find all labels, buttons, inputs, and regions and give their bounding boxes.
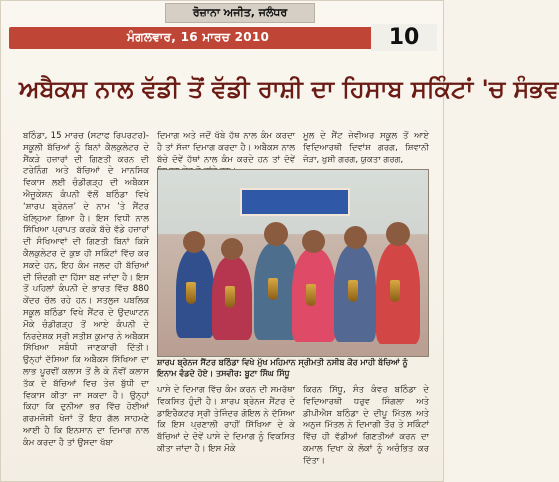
child-head — [302, 230, 325, 253]
date-banner — [9, 27, 437, 49]
trophy-icon — [186, 282, 196, 304]
trophy-icon — [225, 286, 235, 308]
child-head — [183, 231, 205, 253]
photo-banner — [240, 188, 350, 216]
bottom-middle-text: ਪਾਸੇ ਦੇ ਦਿਮਾਗ ਵਿੱਚ ਕੰਮ ਕਰਨ ਦੀ ਸਮਰੱਥਾ ਵਿਕਸਿਤ ਹੁੰਦੀ ਹੈ। ਸ਼ਾਰਪ ਬ੍ਰੇਨਜ ਸੈਂਟਰ ਦੇ ਡਾਇਰੈਕਟਰ ਸ੍ਰੀ ਤੇਜਿੰਦਰ ਗੋਇਲ ਨੇ ਦੱਸਿਆ ਕਿ ਇਸ ਪ੍ਰਣਾਲੀ ਰਾਹੀਂ ਸਿੱਖਿਆ ਦੇ ਕੇ ਬੱਚਿਆਂ ਦੇ ਦੋਵੇਂ ਪਾਸੇ ਦੇ ਦਿਮਾਗ ਨੂੰ ਵਿਕਸਿਤ ਕੀਤਾ ਜਾਂਦਾ ਹੈ। ਇਸ ਮੌਕੇ — [157, 385, 295, 454]
left-column-text: ਬਠਿੰਡਾ, 15 ਮਾਰਚ (ਸਟਾਫ ਰਿਪਰਟਰ)- ਸਕੂਲੀ ਬੱਚਿਆਂ ਨੂੰ ਬਿਨਾਂ ਕੈਲਕੁਲੇਟਰ ਦੇ ਸੈਂਕੜੇ ਹਜ਼ਾਰਾਂ ਦੀ ਗਿਣਤੀ ਕਰਨ ਦੀ ਟਰੇਨਿੰਗ ਅਤੇ ਬੱਚਿਆਂ ਦੇ ਮਾਨਸਿਕ ਵਿਕਾਸ ਲਈ ਚੰਡੀਗੜ੍ਹ ਦੀ ਅਬੈਕਸ ਐਜੂਕੇਸ਼ਨ ਕੰਪਨੀ ਵੱਲੋਂ ਬਠਿੰਡਾ ਵਿਖੇ ‘ਸ਼ਾਰਪ ਬ੍ਰੇਨਜ਼’ ਦੇ ਨਾਮ ’ਤੇ ਸੈਂਟਰ ਖੋਲ੍ਹਿਆ ਗਿਆ ਹੈ। ਇਸ ਵਿਧੀ ਨਾਲ ਸਿੱਖਿਆ ਪ੍ਰਾਪਤ ਕਰਕੇ ਬੱਚੇ ਵੱਡੇ ਹਜ਼ਾਰਾਂ ਦੀ ਸੰਖਿਆਵਾਂ ਦੀ ਗਿਣਤੀ ਬਿਨਾਂ ਕਿਸੇ ਕੈਲਕੁਲੇਟਰ ਦੇ ਕੁਝ ਹੀ ਸਕਿੰਟਾਂ ਵਿੱਚ ਕਰ ਸਕਦੇ ਹਨ, ਇਹ ਕੰਮ ਜਲਦ ਹੀ ਬੱਚਿਆਂ ਦੀ ਜ਼ਿੰਦਗੀ ਦਾ ਹਿੱਸਾ ਬਣ ਜਾਂਦਾ ਹੈ। ਇਸ ਤੋਂ ਪਹਿਲਾਂ ਕੰਪਨੀ ਦੇ ਭਾਰਤ ਵਿੱਚ 880 ਕੇਂਦਰ ਚੱਲ ਰਹੇ ਹਨ। ਸਤਲੁਜ ਪਬਲਿਕ ਸਕੂਲ ਬਠਿੰਡਾ ਵਿਖੇ ਸੈਂਟਰ ਦੇ ਉਦਘਾਟਨ ਮੌਕੇ ਚੰਡੀਗੜ੍ਹ ਤੋਂ ਆਏ ਕੰਪਨੀ ਦੇ ਨਿਰਦੇਸ਼ਕ ਸ੍ਰੀ ਸਤੀਸ਼ ਕੁਮਾਰ ਨੇ ਅਬੈਕਸ ਸਿੱਖਿਆ ਸਬੰਧੀ ਜਾਣਕਾਰੀ ਦਿੱਤੀ। ਉਨ੍ਹਾਂ ਦੱਸਿਆ ਕਿ ਅਬੈਕਸ ਸਿੱਖਿਆ ਦਾ ਲਾਭ ਪੂਰਵੀਂ ਕਲਾਸ ਤੋਂ ਲੈ ਕੇ ਨੌਵੀਂ ਕਲਾਸ ਤੱਕ ਦੇ ਬੱਚਿਆਂ ਵਿਚ ਤੇਜ਼ ਬੁੱਧੀ ਦਾ ਵਿਕਾਸ ਕੀਤਾ ਜਾ ਸਕਦਾ ਹੈ। ਉਨ੍ਹਾਂ ਕਿਹਾ ਕਿ ਦੁਨੀਆ ਭਰ ਵਿੱਚ ਹੋਈਆਂ ਗਰਮਜੋਸ਼ੀ ਖੋਜਾਂ ਤੋਂ ਇਹ ਗੱਲ ਸਾਹਮਣੇ ਆਈ ਹੈ ਕਿ ਇਨਸਾਨ ਦਾ ਦਿਮਾਗ ਨਾਲ ਕੰਮ ਕਰਦਾ ਹੈ ਤਾਂ ਉਸਦਾ ਖੱਬਾ — [23, 131, 149, 448]
trophy-icon — [390, 280, 400, 302]
publication-date: ਮੰਗਲਵਾਰ, 16 ਮਾਰਚ 2010 — [127, 30, 270, 44]
adult-head — [386, 222, 410, 246]
adult-head — [264, 222, 288, 246]
trophy-icon — [348, 280, 358, 302]
child-head — [344, 226, 367, 249]
newspaper-source: ਰੋਜ਼ਾਨਾ ਅਜੀਤ, ਜਲੰਧਰ — [165, 3, 315, 23]
award-ceremony-photo — [157, 169, 429, 357]
trophy-icon — [306, 284, 316, 306]
photo-caption: ਸ਼ਾਰਪ ਬ੍ਰੇਨਜ ਸੈਂਟਰ ਬਠਿੰਡਾ ਵਿਖੇ ਮੁੱਖ ਮਹਿਮਾਨ ਸ੍ਰੀਮਤੀ ਨਸੀਬ ਕੌਰ ਮਾਹੀ ਬੱਚਿਆਂ ਨੂੰ ਇਨਾਮ ਵੰਡਦੇ ਹੋਏ। ਤਸਵੀਰ: ਬੂਟਾ ਸਿੰਘ ਸਿੱਧੂ — [157, 358, 408, 378]
bottom-right-text: ਕਿਰਨ ਸਿੱਧੂ, ਸੰਤ ਕੰਵਰ ਬਠਿੰਡਾ ਦੇ ਵਿਦਿਆਰਥੀ ਧਰੁਵ ਸਿੰਗਲਾ ਅਤੇ ਡੀਪੀਐਸ ਬਠਿੰਡਾ ਦੇ ਦੀਪੂ ਮਿੱਤਲ ਅਤੇ ਅਨੁਜ ਮਿੱਤਲ ਨੇ ਦਿਮਾਗੀ ਤੌਰ ਤੇ ਸਕਿੰਟਾਂ ਵਿੱਚ ਹੀ ਵੱਡੀਆਂ ਗਿਣਤੀਆਂ ਕਰਨ ਦਾ ਕਮਾਲ ਦਿਖਾ ਕੇ ਲੋਕਾਂ ਨੂੰ ਅਚੰਭਿਤ ਕਰ ਦਿੱਤਾ। — [303, 385, 429, 466]
page-number: 10 — [371, 24, 437, 51]
top-middle-text: ਦਿਮਾਗ ਅਤੇ ਜਦੋਂ ਖੱਬੇ ਹੱਥ ਨਾਲ ਕੰਮ ਕਰਦਾ ਹੈ ਤਾਂ ਸੱਜਾ ਦਿਮਾਗ ਕਰਦਾ ਹੈ। ਅਬੈਕਸ ਨਾਲ ਬੱਚੇ ਦੋਵੇਂ ਹੱਥਾਂ ਨਾਲ ਕੰਮ ਕਰਦੇ ਹਨ ਤਾਂ ਦੋਵੇਂ — [157, 131, 295, 165]
article-headline: ਅਬੈਕਸ ਨਾਲ ਵੱਡੀ ਤੋਂ ਵੱਡੀ ਰਾਸ਼ੀ ਦਾ ਹਿਸਾਬ ਸਕਿੰਟਾਂ 'ਚ ਸੰਭਵ — [19, 75, 559, 103]
top-right-text: ਮੂਲ ਦੇ ਸੈਂਟ ਜ਼ੇਵੀਅਰ ਸਕੂਲ ਤੋਂ ਆਏ ਵਿਦਿਆਰਥੀ ਦਿਵਾਂਸ਼ ਗਰਗ, ਸ਼ਿਵਾਨੀ ਜੋੜਾ, ਖੁਸ਼ੀ ਗਰਗ, ਯੁਕਤਾ ਗਰਗ, — [303, 131, 429, 165]
trophy-icon — [268, 278, 278, 300]
child-head — [221, 238, 243, 260]
